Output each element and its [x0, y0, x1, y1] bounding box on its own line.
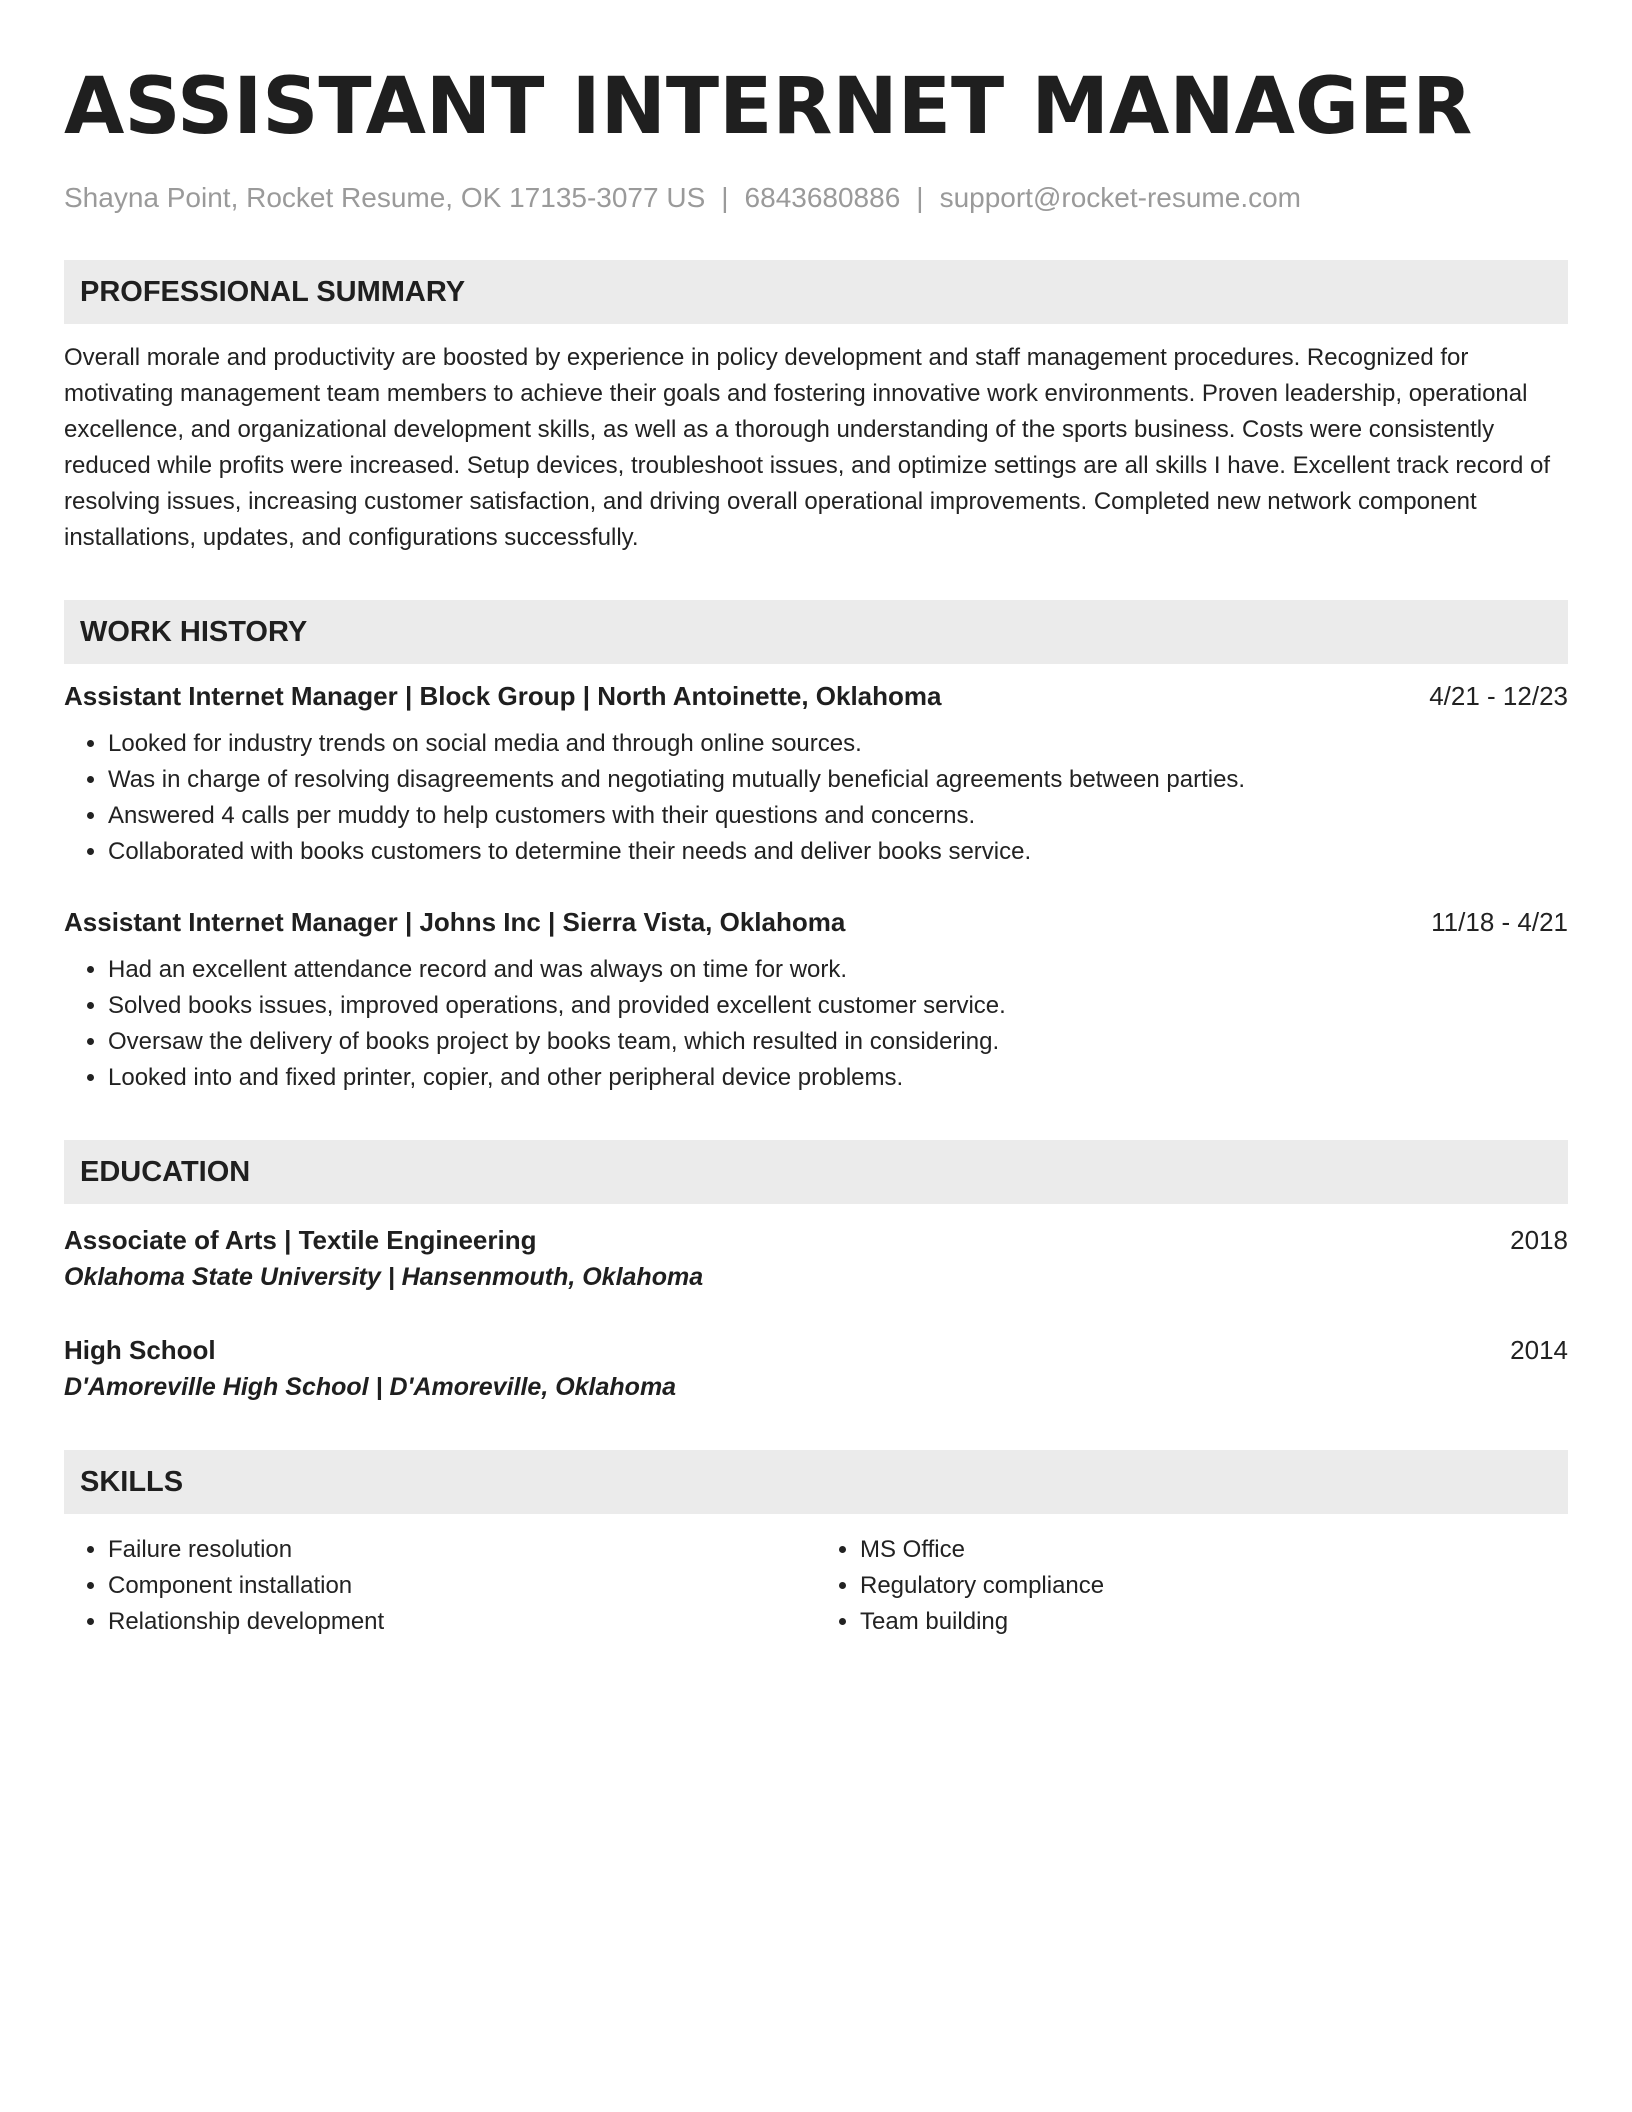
job-entry — [64, 904, 1568, 1096]
job-dates: 11/18 - 4/21 — [1431, 907, 1568, 937]
job-duty: • Looked for industry trends on social media and through online sources. — [108, 726, 1568, 762]
section-heading-education: EDUCATION — [64, 1140, 1568, 1204]
contact-separator: | — [916, 182, 924, 213]
job-entry — [64, 678, 1568, 870]
job-duty: • Solved books issues, improved operations, and provided excellent customer service. — [108, 988, 1568, 1024]
job-duties — [64, 952, 1568, 1096]
section-heading-work-history: WORK HISTORY — [64, 600, 1568, 664]
education-degree: Associate of Arts | Textile Engineering — [64, 1225, 537, 1255]
contact-separator: | — [721, 182, 729, 213]
skill-item: • Failure resolution — [108, 1532, 816, 1568]
skill-item: • Relationship development — [108, 1604, 816, 1640]
skills-column-right — [816, 1532, 1568, 1640]
job-duty: • Answered 4 calls per muddy to help customers with their questions and concerns. — [108, 798, 1568, 834]
skill-item: • Component installation — [108, 1568, 816, 1604]
education-entry — [64, 1222, 1568, 1296]
education-year: 2014 — [1510, 1335, 1568, 1365]
skill-item: • Regulatory compliance — [860, 1568, 1568, 1604]
education-year: 2018 — [1510, 1225, 1568, 1255]
education-header — [64, 1332, 1568, 1368]
job-header — [64, 904, 1568, 940]
job-duty: • Collaborated with books customers to determine their needs and deliver books service. — [108, 834, 1568, 870]
summary-text: Overall morale and productivity are boosted by experience in policy development and staff management procedures. Recognized for motivating management team members to achieve their goals and fostering innovative work environments. Proven leadership, operational excellence, and organizational development skills, as well as a thorough understanding of the sports business. Costs were consistently reduced while profits were increased. Setup devices, troubleshoot issues, and optimize settings are all skills I have. Excellent track record of resolving issues, increasing customer satisfaction, and driving overall operational improvements. Completed new network component installations, updates, and configurations successfully. — [64, 344, 1551, 551]
contact-line — [64, 180, 1568, 216]
education-header — [64, 1222, 1568, 1258]
job-duty: • Had an excellent attendance record and was always on time for work. — [108, 952, 1568, 988]
section-heading-skills: SKILLS — [64, 1450, 1568, 1514]
job-header — [64, 678, 1568, 714]
contact-email[interactable]: support@rocket-resume.com — [939, 182, 1301, 213]
job-duty: • Looked into and fixed printer, copier, and other peripheral device problems. — [108, 1060, 1568, 1096]
contact-address: Shayna Point, Rocket Resume, OK 17135-3077 US — [64, 182, 706, 213]
education-school: D'Amoreville High School | D'Amoreville, Oklahoma — [64, 1373, 677, 1401]
skills-list — [64, 1532, 1568, 1640]
education-school: Oklahoma State University | Hansenmouth, Oklahoma — [64, 1263, 704, 1291]
job-duties — [64, 726, 1568, 870]
education-degree: High School — [64, 1335, 216, 1365]
job-dates: 4/21 - 12/23 — [1429, 681, 1568, 711]
job-title: Assistant Internet Manager | Johns Inc | Sierra Vista, Oklahoma — [64, 907, 846, 937]
contact-phone: 6843680886 — [744, 182, 901, 213]
section-heading-summary: PROFESSIONAL SUMMARY — [64, 260, 1568, 324]
job-duty: • Oversaw the delivery of books project by books team, which resulted in considering. — [108, 1024, 1568, 1060]
skills-column-left — [64, 1532, 816, 1640]
resume-title: ASSISTANT INTERNET MANAGER — [64, 62, 1473, 152]
skill-item: • Team building — [860, 1604, 1568, 1640]
education-entry — [64, 1332, 1568, 1406]
job-duty: • Was in charge of resolving disagreements and negotiating mutually beneficial agreements between parties. — [108, 762, 1568, 798]
skill-item: • MS Office — [860, 1532, 1568, 1568]
job-title: Assistant Internet Manager | Block Group | North Antoinette, Oklahoma — [64, 681, 942, 711]
